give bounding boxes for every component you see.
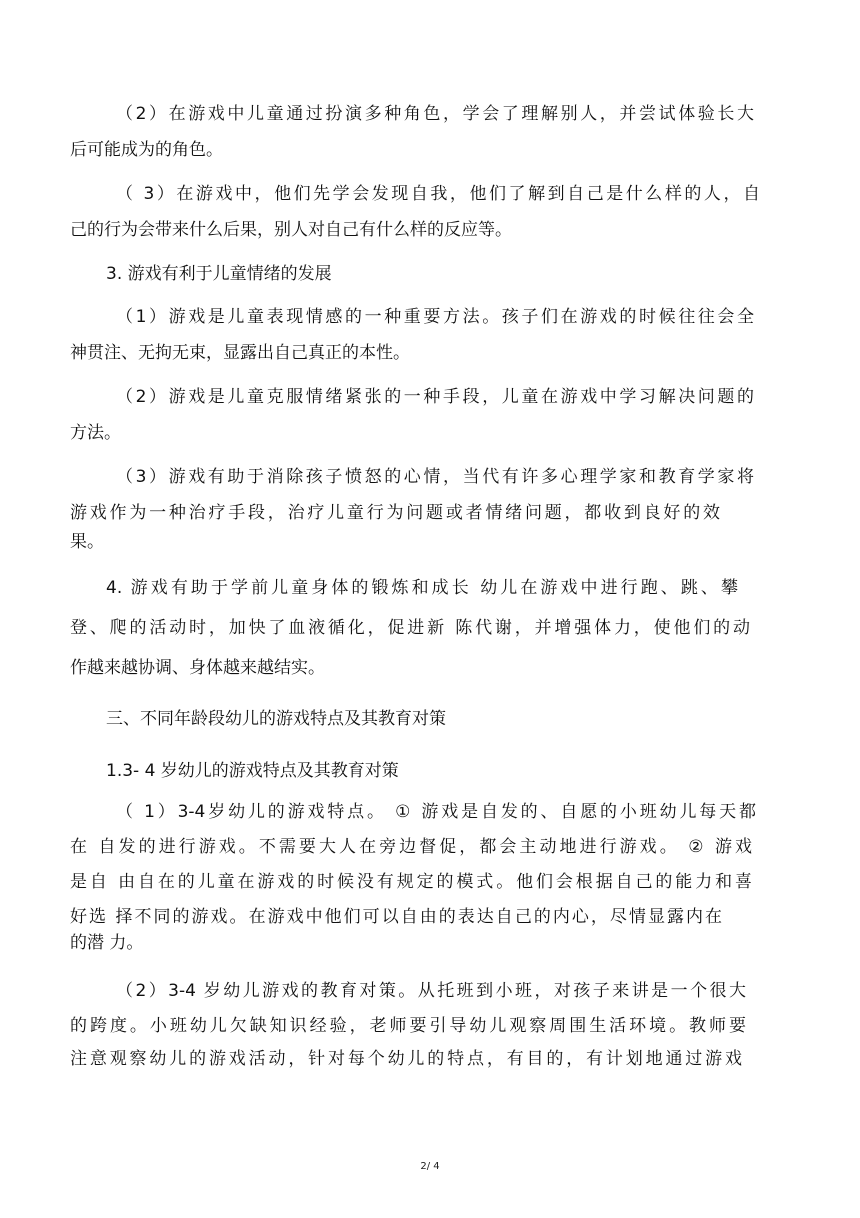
text-line: 方法。 (70, 423, 121, 443)
text-line: （2）在游戏中儿童通过扮演多种角色，学会了理解别人，并尝试体验长大 (116, 104, 754, 124)
text-line: 果。 (70, 532, 104, 552)
text-line: （ 3）在游戏中，他们先学会发现自我，他们了解到自己是什么样的人，自 (116, 184, 760, 204)
section-heading: 三、不同年龄段幼儿的游戏特点及其教育对策 (106, 709, 446, 729)
text-line: （2）游戏是儿童克服情绪紧张的一种手段，儿童在游戏中学习解决问题的 (116, 387, 754, 407)
text-line: 神贯注、无拘无束，显露出自己真正的本性。 (70, 343, 410, 363)
text-line: 是自 由自在的儿童在游戏的时候没有规定的模式。他们会根据自己的能力和喜 (70, 872, 752, 892)
text-line: 好选 择不同的游戏。在游戏中他们可以自由的表达自己的内心，尽情显露内在 (70, 907, 722, 927)
text-line: 登、爬的活动时，加快了血液循化，促进新 陈代谢，并增强体力，使他们的动 (70, 618, 750, 638)
section-heading: 1.3- 4 岁幼儿的游戏特点及其教育对策 (106, 761, 399, 781)
text-line: 的跨度。小班幼儿欠缺知识经验，老师要引导幼儿观察周围生活环境。教师要 (70, 1016, 746, 1036)
page-number: 2/ 4 (420, 1161, 440, 1172)
text-line: 注意观察幼儿的游戏活动，针对每个幼儿的特点，有目的，有计划地通过游戏 (70, 1049, 742, 1069)
text-line: （ 1）3-4岁幼儿的游戏特点。 ① 游戏是自发的、自愿的小班幼儿每天都 (116, 802, 756, 822)
text-line: 的潜 力。 (70, 933, 144, 953)
text-line: （1）游戏是儿童表现情感的一种重要方法。孩子们在游戏的时候往往会全 (116, 307, 754, 327)
text-line: 作越来越协调、身体越来越结实。 (70, 658, 325, 678)
text-line: （3）游戏有助于消除孩子愤怒的心情，当代有许多心理学家和教育学家将 (116, 467, 754, 487)
text-line: 4. 游戏有助于学前儿童身体的锻炼和成长 幼儿在游戏中进行跑、跳、攀 (106, 578, 738, 598)
text-line: 己的行为会带来什么后果，别人对自己有什么样的反应等。 (70, 220, 512, 240)
text-line: 在 自发的进行游戏。不需要大人在旁边督促，都会主动地进行游戏。 ② 游戏 (70, 837, 752, 857)
text-line: 游戏作为一种治疗手段，治疗儿童行为问题或者情绪问题，都收到良好的效 (70, 503, 720, 523)
text-line: 后可能成为的角色。 (70, 140, 223, 160)
text-line: （2）3-4 岁幼儿游戏的教育对策。从托班到小班，对孩子来讲是一个很大 (116, 981, 746, 1001)
section-heading: 3. 游戏有利于儿童情绪的发展 (106, 264, 332, 284)
